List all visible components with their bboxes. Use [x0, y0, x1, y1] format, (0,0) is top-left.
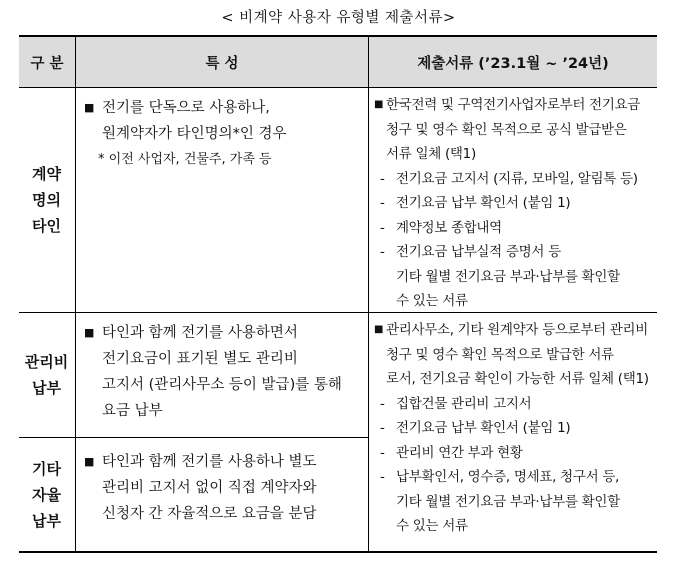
feature-line: 고지서 (관리사무소 등이 발급)를 통해 — [102, 377, 342, 393]
header-divider — [19, 87, 657, 88]
doc-item: 전기요금 납부실적 증명서 등 — [396, 244, 561, 260]
header-feature: 특 성 — [205, 55, 239, 72]
category-other-self-pay — [19, 438, 74, 552]
category-line: 납부 — [32, 379, 61, 397]
feature-line: 요금 납부 — [102, 403, 163, 419]
doc-item: 집합건물 관리비 고지서 — [396, 395, 532, 412]
feature-management-fee — [84, 320, 362, 424]
category-line: 명의 — [32, 191, 61, 209]
doc-line: 로서, 전기요금 확인이 가능한 서류 일체 (택1) — [386, 371, 649, 387]
page-title: < 비계약 사용자 유형별 제출서류> — [221, 10, 456, 26]
square-bullet-icon: ■ — [84, 101, 95, 114]
feature-line: 전기를 단독으로 사용하나, — [102, 100, 270, 116]
header-documents: 제출서류 (’23.1월 ~ ’24년) — [417, 55, 609, 72]
feature-other-self-pay — [84, 449, 362, 527]
doc-item: 관리비 연간 부과 현황 — [396, 444, 523, 461]
doc-line: 기타 월별 전기요금 부과·납부를 확인할 — [396, 493, 620, 510]
doc-item: 납부확인서, 영수증, 명세표, 청구서 등, — [396, 469, 620, 485]
feature-line: 전기요금이 표기된 별도 관리비 — [102, 351, 298, 367]
feature-line: 원계약자가 타인명의*인 경우 — [102, 126, 287, 142]
square-bullet-icon: ■ — [374, 99, 384, 110]
category-line: 계약 — [32, 165, 61, 183]
category-line: 자율 — [32, 486, 61, 504]
documents-contract-other-name: ■ 한국전력 및 구역전기사업자로부터 전기요금 청구 및 영수 확인 목적으로 공식 발급받은 서류 일체 (택1) - 전기요금 고지서 (지류, 모바일, 알림톡 등) - 전기요금 납부 확인서 (붙임 1) - 계약정보 종합내역 - 전기요금 납부실적 증명서 등 기타 월별 전기요금 부과·납부를 확인할 수 있는 서류 — [374, 93, 656, 314]
header-category: 구 분 — [30, 55, 64, 72]
feature-note: * 이전 사업자, 건물주, 가족 등 — [98, 152, 272, 167]
category-line: 관리비 — [24, 353, 69, 371]
category-line: 기타 — [32, 460, 61, 478]
feature-line: 타인과 함께 전기를 사용하면서 — [102, 325, 298, 341]
doc-item: 계약정보 종합내역 — [396, 219, 502, 236]
feature-line: 관리비 고지서 없이 직접 계약자와 — [102, 480, 317, 496]
documents-management-fee: ■ 관리사무소, 기타 원계약자 등으로부터 관리비 청구 및 영수 확인 목적으로 발급한 서류 로서, 전기요금 확인이 가능한 서류 일체 (택1) - 집합건물 관리비 고지서 - 전기요금 납부 확인서 (붙임 1) - 관리비 연간 부과 현황 - 납부확인서, 영수증, 명세표, 청구서 등, 기타 월별 전기요금 부과·납부를 확인할 수 있는 서류 — [374, 318, 656, 539]
doc-line: 관리사무소, 기타 원계약자 등으로부터 관리비 — [386, 322, 649, 338]
doc-line: 기타 월별 전기요금 부과·납부를 확인할 — [396, 268, 620, 285]
feature-line: 타인과 함께 전기를 사용하나 별도 — [102, 454, 317, 470]
feature-contract-other-name — [84, 95, 362, 173]
doc-line: 수 있는 서류 — [396, 293, 468, 309]
doc-item: 전기요금 납부 확인서 (붙임 1) — [396, 420, 571, 436]
square-bullet-icon: ■ — [84, 326, 95, 339]
category-line: 납부 — [32, 512, 61, 530]
doc-line: 청구 및 영수 확인 목적으로 발급한 서류 — [386, 346, 614, 363]
doc-line: 수 있는 서류 — [396, 518, 468, 534]
category-management-fee — [19, 313, 74, 437]
category-line: 타인 — [32, 217, 61, 235]
doc-line: 청구 및 영수 확인 목적으로 공식 발급받은 — [386, 121, 627, 138]
category-contract-other-name — [19, 88, 74, 312]
doc-item: 전기요금 고지서 (지류, 모바일, 알림톡 등) — [396, 170, 638, 187]
doc-line: 한국전력 및 구역전기사업자로부터 전기요금 — [386, 97, 641, 113]
column-divider — [368, 35, 369, 553]
square-bullet-icon: ■ — [84, 455, 95, 468]
column-divider — [75, 35, 76, 553]
square-bullet-icon: ■ — [374, 324, 384, 335]
doc-item: 전기요금 납부 확인서 (붙임 1) — [396, 195, 571, 211]
feature-line: 신청자 간 자율적으로 요금을 분담 — [102, 506, 317, 522]
doc-line: 서류 일체 (택1) — [386, 146, 476, 162]
